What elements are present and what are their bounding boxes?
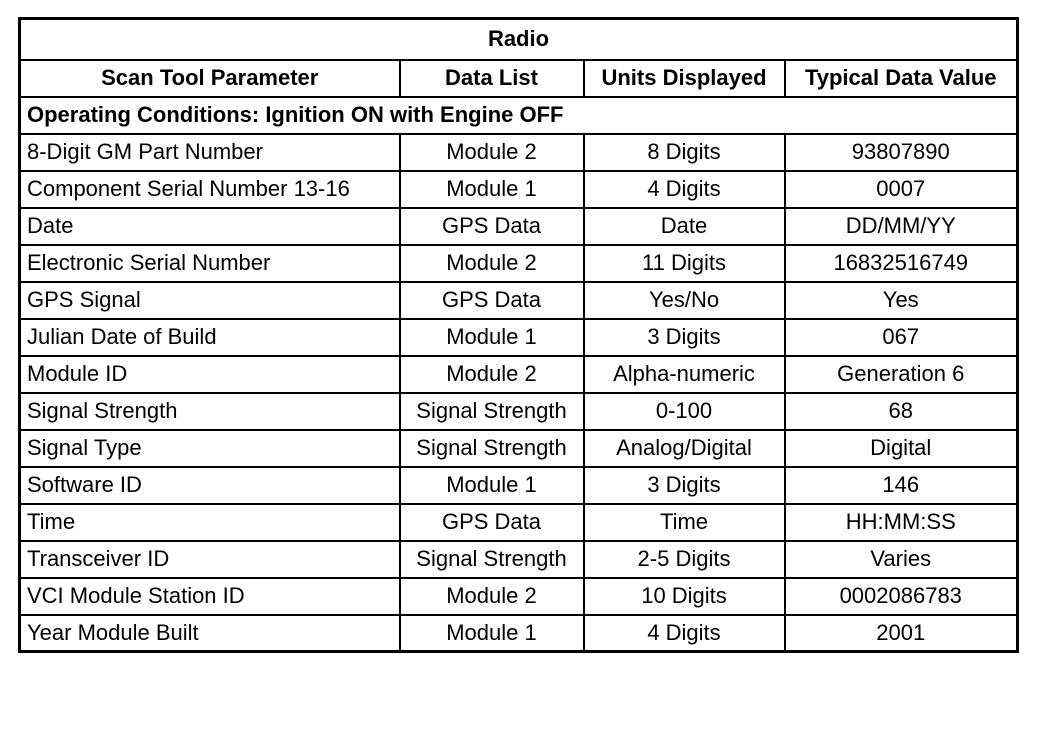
- units-cell: 3 Digits: [584, 319, 785, 356]
- parameter-cell: Time: [20, 504, 400, 541]
- units-cell: 4 Digits: [584, 615, 785, 652]
- units-cell: Analog/Digital: [584, 430, 785, 467]
- parameter-cell: Module ID: [20, 356, 400, 393]
- header-scan-tool-parameter: Scan Tool Parameter: [20, 60, 400, 97]
- typical-value-cell: 93807890: [785, 134, 1018, 171]
- table-row: [20, 282, 1018, 319]
- parameter-cell: Signal Strength: [20, 393, 400, 430]
- table-row: [20, 134, 1018, 171]
- parameter-cell: Software ID: [20, 467, 400, 504]
- typical-value-cell: 0002086783: [785, 578, 1018, 615]
- table-row: [20, 319, 1018, 356]
- parameter-cell: VCI Module Station ID: [20, 578, 400, 615]
- data-list-cell: Module 2: [400, 578, 584, 615]
- parameter-cell: Transceiver ID: [20, 541, 400, 578]
- units-cell: Yes/No: [584, 282, 785, 319]
- parameter-cell: Component Serial Number 13-16: [20, 171, 400, 208]
- parameter-cell: Electronic Serial Number: [20, 245, 400, 282]
- typical-value-cell: 16832516749: [785, 245, 1018, 282]
- table-title: Radio: [20, 19, 1018, 60]
- units-cell: 2-5 Digits: [584, 541, 785, 578]
- units-cell: Date: [584, 208, 785, 245]
- data-list-cell: Module 1: [400, 467, 584, 504]
- units-cell: 11 Digits: [584, 245, 785, 282]
- units-cell: Alpha-numeric: [584, 356, 785, 393]
- header-units-displayed: Units Displayed: [584, 60, 785, 97]
- table-row: [20, 208, 1018, 245]
- typical-value-cell: 146: [785, 467, 1018, 504]
- table-row: [20, 393, 1018, 430]
- typical-value-cell: HH:MM:SS: [785, 504, 1018, 541]
- typical-value-cell: DD/MM/YY: [785, 208, 1018, 245]
- table-row: [20, 430, 1018, 467]
- data-list-cell: Signal Strength: [400, 541, 584, 578]
- units-cell: 4 Digits: [584, 171, 785, 208]
- table-row: [20, 541, 1018, 578]
- data-list-cell: Module 2: [400, 245, 584, 282]
- parameter-cell: Signal Type: [20, 430, 400, 467]
- header-typical-data-value: Typical Data Value: [785, 60, 1018, 97]
- table-row: [20, 245, 1018, 282]
- units-cell: 3 Digits: [584, 467, 785, 504]
- table-row: [20, 356, 1018, 393]
- typical-value-cell: 68: [785, 393, 1018, 430]
- units-cell: 8 Digits: [584, 134, 785, 171]
- table-row: [20, 615, 1018, 652]
- typical-value-cell: Varies: [785, 541, 1018, 578]
- data-list-cell: Signal Strength: [400, 430, 584, 467]
- typical-value-cell: 0007: [785, 171, 1018, 208]
- typical-value-cell: Generation 6: [785, 356, 1018, 393]
- table-title-row: [20, 19, 1018, 60]
- data-list-cell: Signal Strength: [400, 393, 584, 430]
- section-row: [20, 97, 1018, 134]
- data-list-cell: Module 1: [400, 319, 584, 356]
- units-cell: Time: [584, 504, 785, 541]
- parameter-cell: Date: [20, 208, 400, 245]
- table-row: [20, 171, 1018, 208]
- units-cell: 10 Digits: [584, 578, 785, 615]
- radio-data-table: [18, 17, 1019, 653]
- table-row: [20, 578, 1018, 615]
- data-list-cell: Module 2: [400, 356, 584, 393]
- parameter-cell: Year Module Built: [20, 615, 400, 652]
- parameter-cell: GPS Signal: [20, 282, 400, 319]
- units-cell: 0-100: [584, 393, 785, 430]
- typical-value-cell: Digital: [785, 430, 1018, 467]
- data-list-cell: Module 2: [400, 134, 584, 171]
- table-body: [20, 97, 1018, 652]
- typical-value-cell: Yes: [785, 282, 1018, 319]
- data-list-cell: GPS Data: [400, 504, 584, 541]
- data-list-cell: Module 1: [400, 171, 584, 208]
- table-row: [20, 504, 1018, 541]
- header-data-list: Data List: [400, 60, 584, 97]
- typical-value-cell: 067: [785, 319, 1018, 356]
- data-list-cell: Module 1: [400, 615, 584, 652]
- typical-value-cell: 2001: [785, 615, 1018, 652]
- table-row: [20, 467, 1018, 504]
- section-heading: Operating Conditions: Ignition ON with Engine OFF: [20, 97, 1018, 134]
- table-header-row: [20, 60, 1018, 97]
- parameter-cell: 8-Digit GM Part Number: [20, 134, 400, 171]
- parameter-cell: Julian Date of Build: [20, 319, 400, 356]
- data-list-cell: GPS Data: [400, 282, 584, 319]
- data-list-cell: GPS Data: [400, 208, 584, 245]
